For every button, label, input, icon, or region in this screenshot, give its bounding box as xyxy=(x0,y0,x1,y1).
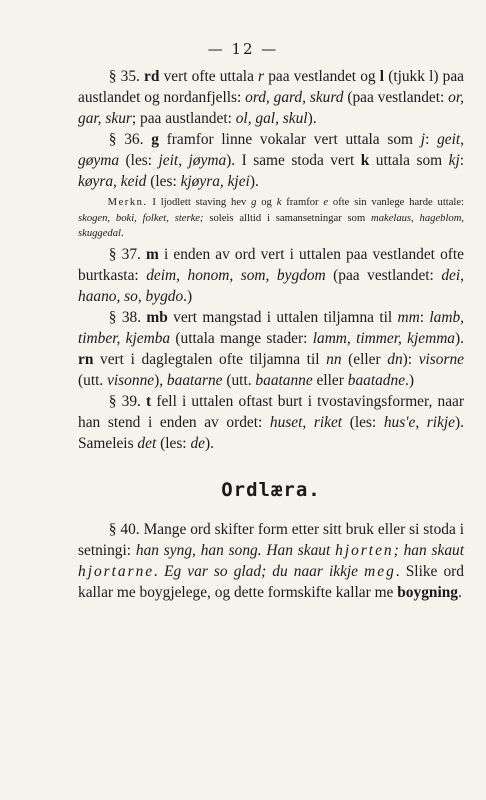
text-run: ). xyxy=(307,110,317,127)
example-spaced: hjortarne xyxy=(78,562,155,580)
term: k xyxy=(360,152,370,169)
example: baatadne xyxy=(347,371,406,389)
remark-label: Merkn. xyxy=(107,197,148,208)
example: ; han skaut xyxy=(393,541,465,559)
paragraph-37 xyxy=(78,244,464,307)
example: visorne xyxy=(418,350,464,368)
example: køyra, keid xyxy=(78,173,147,190)
term: k xyxy=(276,197,282,208)
text-run: ). Sameleis xyxy=(78,413,464,452)
example: baatarne xyxy=(166,371,223,389)
text-run: i enden av ord vert i uttalen paa vestlandet ofte burtkasta: xyxy=(78,245,465,284)
text-run: framfor linne vokalar vert uttala som xyxy=(158,131,421,148)
text-run: ): xyxy=(402,350,419,368)
text-run: .) xyxy=(183,287,193,305)
term: mb xyxy=(146,308,168,326)
term: l xyxy=(379,68,385,85)
example-spaced: meg xyxy=(364,562,396,580)
text-run: (eller xyxy=(341,350,388,368)
example: de xyxy=(190,434,205,452)
example: kjøyra, kjei xyxy=(180,173,250,190)
text-run: uttala som xyxy=(369,152,449,169)
section-number: § 35. xyxy=(108,68,140,85)
text-run: ; paa austlandet: xyxy=(131,110,236,127)
text-run: framfor xyxy=(281,197,324,208)
text-run: . xyxy=(120,228,124,239)
page-text xyxy=(78,66,464,603)
term: kj xyxy=(448,152,460,169)
text-run: (paa vestlandet: xyxy=(343,89,449,106)
section-number: § 38. xyxy=(108,308,142,326)
term: g xyxy=(151,131,159,148)
term: nn xyxy=(326,350,342,368)
text-run: ofte sin vanlege harde uttale: xyxy=(328,197,464,208)
example: baatanne xyxy=(255,371,313,389)
text-run: : xyxy=(459,152,464,169)
term: t xyxy=(146,392,152,410)
section-number: § 36. xyxy=(108,131,144,148)
term: g xyxy=(251,197,257,208)
example: ol, gal, skul xyxy=(235,110,308,127)
text-run: (les: xyxy=(156,434,191,452)
text-run: soleis alltid i samansetningar som xyxy=(203,212,372,224)
text-run: ). xyxy=(249,173,259,190)
example: geit, gøyma xyxy=(78,131,465,169)
text-run: ), xyxy=(154,371,167,389)
text-run: vert mangstad i uttalen tiljamna til xyxy=(167,308,398,326)
example: lamb, timber, kjemba xyxy=(78,308,465,347)
example: visonne xyxy=(107,371,155,389)
term: rd xyxy=(144,68,160,85)
text-run: ). xyxy=(455,329,464,347)
term: mm xyxy=(397,308,420,326)
example: jeit, jøyma xyxy=(158,152,227,169)
paragraph-38 xyxy=(78,307,464,391)
text-run: og xyxy=(256,197,277,208)
text-run: (uttala mange stader: xyxy=(170,329,313,347)
page-number: — 12 — xyxy=(207,40,279,58)
section-number: § 40. xyxy=(108,520,140,538)
paragraph-39 xyxy=(78,391,464,454)
text-run: .) xyxy=(405,371,415,389)
example: skogen, boki, folket, sterke; xyxy=(78,212,204,224)
example-spaced: hjorten xyxy=(335,541,394,559)
section-number: § 39. xyxy=(108,392,141,410)
example: hus'e, rikje xyxy=(383,413,456,431)
example: dei, haano, so, bygdo xyxy=(78,266,464,305)
term: boygning xyxy=(397,583,458,601)
paragraph-36 xyxy=(78,129,464,192)
example: ord, gard, skurd xyxy=(245,89,344,106)
example: deim, honom, som, bygdom xyxy=(146,266,326,284)
example: huset, riket xyxy=(269,413,343,431)
text-run: (les: xyxy=(119,152,159,169)
text-run: paa vestlandet og xyxy=(264,68,380,85)
text-run: eller xyxy=(312,371,348,389)
text-run: I ljodlett staving hev xyxy=(147,197,252,208)
term: j xyxy=(420,131,426,148)
text-run: vert i daglegtalen ofte tiljamna til xyxy=(93,350,327,368)
text-run: ). xyxy=(204,434,214,452)
term: r xyxy=(258,68,265,85)
text-run: fell i uttalen oftast burt i tvostavingsformer, naar han stend i enden av ordet: xyxy=(78,392,464,431)
term: e xyxy=(323,197,329,208)
example: lamm, timmer, kjemma xyxy=(312,329,456,347)
text-run: Mange ord skifter form etter sitt bruk eller si stoda i setningi: xyxy=(78,520,464,559)
text-run: . Slike ord kallar me boygjelege, og dette formskifte kallar me xyxy=(78,562,464,601)
text-run: . xyxy=(458,583,462,601)
remark-note xyxy=(78,195,464,242)
example: det xyxy=(137,434,157,452)
example: or, gar, skur xyxy=(78,89,464,127)
text-run: : xyxy=(419,308,430,326)
paragraph-35 xyxy=(78,66,464,129)
paragraph-40 xyxy=(78,519,464,603)
example: makelaus, hageblom, skuggedal xyxy=(78,212,464,239)
text-run: (paa vestlandet: xyxy=(325,266,442,284)
text-run: : xyxy=(425,131,438,148)
example: . Eg var so glad; du naar ikkje xyxy=(154,562,365,580)
text-run: (les: xyxy=(342,413,384,431)
term: rn xyxy=(78,350,94,368)
section-number: § 37. xyxy=(108,245,141,263)
text-run: (utt. xyxy=(222,371,256,389)
text-run: (les: xyxy=(146,173,181,190)
text-run: (utt. xyxy=(78,371,108,389)
section-heading: Ordlæra. xyxy=(221,478,321,501)
term: dn xyxy=(387,350,403,368)
term: m xyxy=(146,245,159,263)
text-run: vert ofte uttala xyxy=(159,68,259,85)
example: han syng, han song. Han skaut xyxy=(135,541,336,559)
text-run: ). I same stoda vert xyxy=(226,152,361,169)
text-run: (tjukk l) paa austlandet og nordanfjells: xyxy=(78,68,464,106)
